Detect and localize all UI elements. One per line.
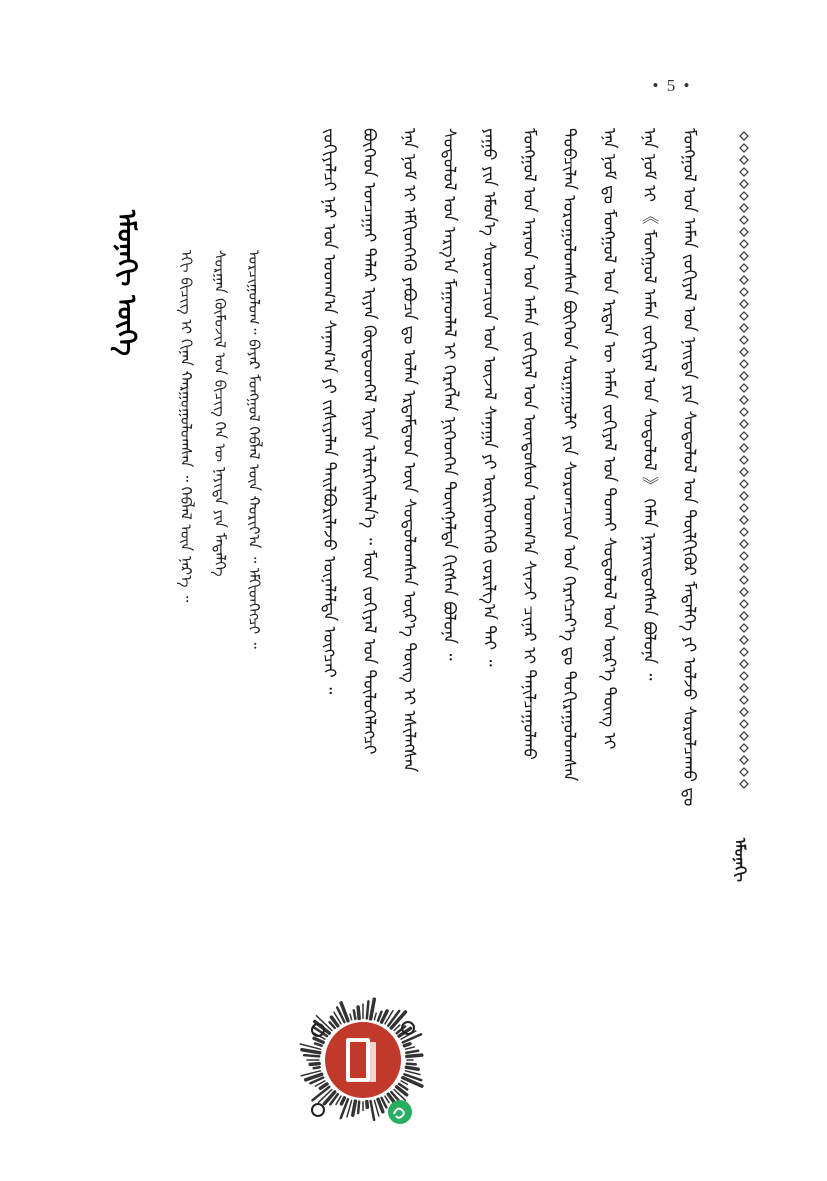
border-diamond <box>740 204 748 212</box>
border-diamond <box>740 564 748 572</box>
border-diamond <box>740 216 748 224</box>
qr-module <box>367 1001 369 1018</box>
border-diamond <box>740 240 748 248</box>
border-diamond <box>740 312 748 320</box>
border-diamond <box>740 624 748 632</box>
border-diamond <box>740 252 748 260</box>
qr-module <box>358 1007 359 1018</box>
qr-module <box>406 1071 420 1075</box>
body-column: ᠡᠨᠡ ᠨᠣᠮ ᠳᠤ ᠮᠣᠩᠭᠣᠯ ᠤᠨ ᠡᠷᠲᠡᠨ ᠦ ᠠᠮᠠᠨ ᠵᠣᠬᠢᠶᠠᠯ ᠤᠨ ᠲᠤᠬᠠᠢ ᠰᠤᠳᠤᠯᠤᠯ ᠤᠨ ᠦᠷ᠎ᠡ ᠳᠦᠩ ᠢ <box>599 128 619 750</box>
border-diamond <box>740 228 748 236</box>
body-column: ᠮᠣᠩᠭᠣᠯ ᠤᠨ ᠠᠷᠠᠳ ᠤᠨ ᠠᠮᠠᠨ ᠵᠣᠬᠢᠶᠠᠯ ᠤᠨ ᠦᠨᠳᠦᠰᠦᠨ ᠤᠳᠬ᠎ᠠ ᠰᠢᠨᠵᠢ ᠴᠢᠨᠠᠷ ᠢ ᠲᠠᠨᠢᠯᠴᠠᠭᠤᠯᠬᠤ <box>519 128 539 760</box>
border-diamond <box>740 456 748 464</box>
border-diamond <box>740 408 748 416</box>
border-diamond <box>740 552 748 560</box>
border-diamond <box>740 348 748 356</box>
qr-module <box>302 1050 320 1053</box>
body-column: ᠰᠤᠳᠤᠯᠤᠯ ᠤᠨ ᠠᠷᠭ᠎ᠠ ᠮᠠᠭᠠᠳᠯᠠᠯ ᠢ ᠬᠡᠷᠡᠭᠯᠡᠨ ᠨᠢᠭᠡᠳᠬᠡᠨ ᠳᠦᠩᠨᠡᠯᠲᠡ ᠬᠢᠭᠰᠡᠨ ᠪᠣᠯᠤᠨᠠ ᠃ <box>439 128 459 661</box>
border-diamond <box>740 588 748 596</box>
qr-module <box>371 1101 374 1120</box>
qr-module <box>367 1102 368 1108</box>
chapter-title: ᠡᠮᠦᠨᠡᠬᠢ ᠦᠭᠡ <box>111 210 141 356</box>
border-diamond <box>740 684 748 692</box>
border-diamond <box>740 612 748 620</box>
border-diamond <box>740 384 748 392</box>
qr-module <box>406 1051 418 1053</box>
qr-module <box>350 1014 352 1020</box>
border-diamond <box>740 264 748 272</box>
qr-module <box>406 1067 418 1069</box>
border-diamond <box>740 480 748 488</box>
running-title: ᠡᠮᠦᠨᠡᠬᠢ <box>731 838 749 882</box>
qr-module <box>314 1038 323 1042</box>
border-diamond <box>740 744 748 752</box>
border-diamond <box>740 732 748 740</box>
border-diamond <box>740 504 748 512</box>
qr-module <box>378 1012 381 1021</box>
border-diamond <box>740 336 748 344</box>
border-diamond <box>740 432 748 440</box>
qr-module <box>404 1044 410 1046</box>
border-diamond <box>740 648 748 656</box>
border-diamond <box>740 768 748 776</box>
qr-module <box>315 1043 322 1045</box>
border-diamond <box>740 276 748 284</box>
border-diamond <box>740 600 748 608</box>
qr-module <box>314 1067 320 1068</box>
border-diamond <box>740 720 748 728</box>
border-diamond <box>740 156 748 164</box>
qr-module <box>354 1010 356 1018</box>
border-diamond <box>740 132 748 140</box>
ornamental-border <box>737 128 751 788</box>
qr-module <box>407 1064 416 1065</box>
qr-module <box>371 999 375 1019</box>
qr-module <box>358 1102 359 1113</box>
border-diamond <box>740 144 748 152</box>
border-diamond <box>740 492 748 500</box>
colophon-column: ᠣᠷᠴᠢᠭᠤᠯᠤᠭ᠃ ᠪᠠᠶᠠᠷ ᠮᠣᠩᠭᠣᠯ ᠬᠡᠪᠯᠡᠯ ᠦᠨ ᠬᠣᠷᠢᠶ᠎ᠠ ᠃ ᠡᠮᠬᠢᠳᠬᠡᠭᠴᠢ ᠃ <box>245 250 263 649</box>
border-diamond <box>740 672 748 680</box>
body-column: ᠡᠨᠡ ᠨᠣᠮ ᠢ 《 ᠮᠣᠩᠭᠣᠯ ᠠᠮᠠᠨ ᠵᠣᠬᠢᠶᠠᠯ ᠤᠨ ᠰᠤᠳᠤᠯᠤᠯ 》 ᠬᠡᠮᠡᠨ ᠨᠡᠷᠡᠢᠳᠦᠭᠰᠡᠨ ᠪᠣᠯᠤᠨᠠ ᠃ <box>639 128 659 681</box>
body-column: ᠮᠣᠩᠭᠣᠯ ᠤᠨ ᠠᠮᠠᠨ ᠵᠣᠬᠢᠶᠠᠯ ᠤᠨ ᠨᠡᠢᠲᠡ ᠶᠢᠨ ᠰᠤᠳᠤᠯᠤᠯ ᠤᠨ ᠲᠦᠯᠬᠢᠭᠦᠷ ᠮᠡᠳᠡᠯᠭᠡ ᠶᠢ ᠣᠯᠵᠤ ᠰᠤᠷᠤᠯᠴᠠᠬᠤ ᠳᠤ <box>679 128 699 807</box>
qr-module <box>407 1055 422 1056</box>
border-diamond <box>740 468 748 476</box>
border-diamond <box>740 780 748 788</box>
body-column: ᠪᠥᠭᠡᠳ ᠣᠨᠴᠠᠭᠠᠢ ᠲᠠᠯᠠᠷ ᠢᠶᠠᠨ ᠬᠦᠨᠳᠦᠳᠬᠡᠯ ᠢᠶᠡᠨ ᠢᠯᠡᠷᠬᠡᠢᠯᠡᠨ᠎ᠡ ᠃ ᠮᠥᠨ ᠵᠣᠬᠢᠶᠠᠯ ᠤᠨ ᠲᠥᠯᠦᠭᠡᠯᠡᠭᠴᠢ <box>359 128 379 755</box>
border-diamond <box>740 708 748 716</box>
qr-module <box>401 1081 407 1084</box>
qr-module <box>310 1064 319 1065</box>
border-diamond <box>740 168 748 176</box>
colophon-column: ᠡᠬᠢ ᠪᠢᠴᠢᠭ ᠢ ᠬᠢᠨᠠᠨ ᠬᠠᠷᠭᠤᠭᠤᠯᠤᠭᠰᠠᠨ ᠃ ᠬᠡᠪᠯᠡᠯ ᠦᠨ ᠨᠡᠷ᠎ᠡ ᠃ <box>177 250 195 603</box>
border-diamond <box>740 636 748 644</box>
mini-program-qr-code[interactable] <box>288 1000 438 1140</box>
body-column: ᠡᠨᠡ ᠨᠣᠮ ᠢ ᠡᠮᠬᠢᠳᠬᠡᠬᠦ ᠶᠠᠪᠤᠴᠠ ᠳᠤ ᠣᠯᠠᠨ ᠡᠷᠳᠡᠮᠲᠡᠳ ᠦᠨ ᠰᠤᠳᠤᠯᠤᠭᠰᠠᠨ ᠦᠷ᠎ᠡ ᠳᠦᠩ ᠢ ᠡᠰᠢᠯᠡᠭᠰᠡᠨ <box>399 128 419 773</box>
border-diamond <box>740 192 748 200</box>
wechat-mini-program-icon <box>388 1100 412 1124</box>
border-diamond <box>740 696 748 704</box>
border-diamond <box>740 420 748 428</box>
qr-module <box>304 1055 319 1056</box>
body-column: ᠶᠠᠭᠤ ᠶᠢᠨ ᠡᠮᠦᠨ᠎ᠡ ᠰᠤᠷᠤᠭᠴᠢᠳ ᠤᠨ ᠦᠵᠡᠯ ᠰᠠᠨᠠᠭᠠ ᠶᠢ ᠥᠷᠭᠡᠳᠬᠡᠬᠦ ᠵᠣᠷᠢᠯᠭ᠎ᠠ ᠲᠠᠢ ᠃ <box>479 128 499 667</box>
body-column: ᠵᠣᠬᠢᠶᠠᠯᠴᠢ ᠨᠠᠷ ᠤᠨ ᠤᠳᠬ᠎ᠠ ᠰᠠᠨᠠᠭ᠎ᠠ ᠶᠢ ᠵᠢᠱᠢᠶᠡᠯᠡᠨ ᠲᠠᠢᠯᠪᠤᠷᠢᠯᠠᠵᠤ ᠦᠨᠡᠯᠡᠯᠲᠡ ᠥᠭᠴᠡᠢ ᠃ <box>319 128 339 695</box>
border-diamond <box>740 516 748 524</box>
border-diamond <box>740 324 748 332</box>
border-diamond <box>740 180 748 188</box>
border-diamond <box>740 528 748 536</box>
body-column: ᠲᠣᠪᠴᠢᠯᠠᠨ ᠣᠷᠣᠭᠤᠯᠤᠭᠰᠠᠨ ᠪᠥᠭᠡᠳ ᠰᠤᠷᠭᠠᠭᠤᠯᠢ ᠶᠢᠨ ᠰᠤᠷᠤᠭᠴᠢᠳ ᠤᠨ ᠬᠡᠷᠡᠭᠴᠡᠶ᠎ᠡ ᠳᠤ ᠲᠣᠬᠢᠷᠠᠭᠤᠯᠤᠭᠰᠠᠨ <box>559 128 579 782</box>
qr-module <box>406 1047 415 1049</box>
border-diamond <box>740 660 748 668</box>
colophon-column: ᠰᠤᠷᠭᠠᠨ ᠬᠦᠮᠦᠵᠢᠯ ᠤᠨ ᠪᠢᠴᠢᠭ ᠭᠡᠨ ᠦ ᠨᠡᠶᠢᠲᠡ ᠶᠢᠨ ᠮᠡᠳᠡᠯᠭᠡ <box>211 250 229 577</box>
border-diamond <box>740 288 748 296</box>
qr-module <box>320 1084 327 1088</box>
qr-module <box>353 1101 356 1115</box>
border-diamond <box>740 540 748 548</box>
border-diamond <box>740 300 748 308</box>
qr-module <box>374 1013 376 1019</box>
qr-module <box>403 1034 421 1042</box>
border-diamond <box>740 756 748 764</box>
page-number: • 5 • <box>652 76 692 95</box>
qr-module <box>341 1098 344 1104</box>
border-diamond <box>740 396 748 404</box>
border-diamond <box>740 360 748 368</box>
border-diamond <box>740 444 748 452</box>
border-diamond <box>740 576 748 584</box>
border-diamond <box>740 372 748 380</box>
